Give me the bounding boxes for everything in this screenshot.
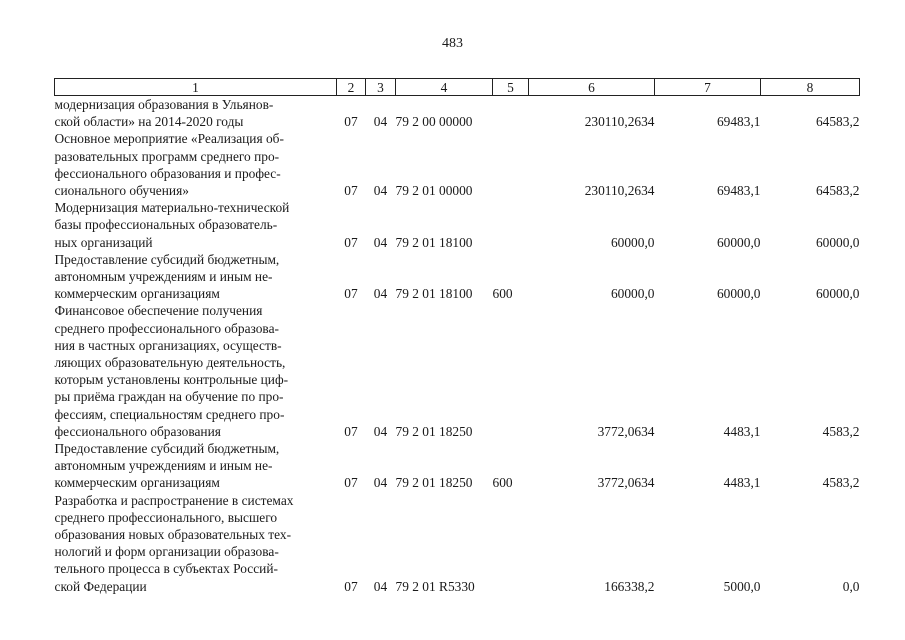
- cell-c3: 04: [373, 234, 388, 250]
- row-name: [55, 492, 337, 595]
- row-name: [55, 130, 337, 199]
- cell-c5: [493, 199, 529, 251]
- row-name-line: ской Федерации: [54, 578, 147, 594]
- table-row: [55, 199, 860, 251]
- cell-c4: 79 2 01 R5330: [395, 578, 475, 594]
- cell-c8: 0,0: [842, 578, 860, 594]
- cell-c8: 64583,2: [815, 114, 860, 130]
- row-name-line: Финансовое обеспечение получения: [54, 303, 263, 319]
- table-row: [55, 492, 860, 595]
- cell-c4: 79 2 01 18100: [395, 234, 473, 250]
- cell-c5: [493, 492, 529, 595]
- cell-c6: 60000,0: [610, 234, 655, 250]
- header-col-8: 8: [761, 79, 860, 96]
- row-name-line: фессионального образования и профес-: [54, 165, 281, 181]
- row-name-line: среднего профессионального образова-: [54, 320, 279, 336]
- cell-c7: 60000,0: [716, 286, 761, 302]
- row-name-line: Предоставление субсидий бюджетным,: [54, 251, 280, 267]
- cell-c3: 04: [373, 183, 388, 199]
- cell-c5: [493, 302, 529, 440]
- row-name: [55, 302, 337, 440]
- row-name-line: которым установлены контрольные циф-: [54, 372, 289, 388]
- row-name-line: коммерческим организациям: [54, 475, 220, 491]
- cell-c2: 07: [344, 286, 358, 302]
- cell-c4: 79 2 00 00000: [395, 114, 473, 130]
- cell-c3: 04: [373, 578, 388, 594]
- cell-c6: 166338,2: [604, 578, 655, 594]
- cell-c3: 04: [373, 475, 388, 491]
- cell-c7: 60000,0: [716, 234, 761, 250]
- page-number: 483: [442, 36, 463, 51]
- row-name-line: автономным учреждениям и иным не-: [54, 269, 273, 285]
- row-name-line: ных организаций: [54, 234, 153, 250]
- header-col-4: 4: [396, 79, 493, 96]
- row-name-line: ры приёма граждан на обучение по про-: [54, 389, 284, 405]
- table-row: [55, 440, 860, 492]
- cell-c4: 79 2 01 18250: [395, 475, 473, 491]
- row-name-line: фессиям, специальностям среднего про-: [54, 406, 285, 422]
- cell-c8: 64583,2: [815, 183, 860, 199]
- row-name-line: среднего профессионального, высшего: [54, 509, 278, 525]
- header-col-1: 1: [55, 79, 337, 96]
- table-row: [55, 251, 860, 303]
- row-name: [55, 440, 337, 492]
- cell-c6: 60000,0: [610, 286, 655, 302]
- cell-c7: 4483,1: [723, 423, 761, 439]
- header-col-3: 3: [366, 79, 396, 96]
- row-name-line: коммерческим организациям: [54, 286, 220, 302]
- cell-c8: 4583,2: [822, 475, 860, 491]
- cell-c8: 4583,2: [822, 423, 860, 439]
- cell-c4: 79 2 01 18250: [395, 423, 473, 439]
- row-name-line: нологий и форм организации образова-: [54, 544, 279, 560]
- cell-c6: 230110,2634: [584, 114, 655, 130]
- cell-c2: 07: [344, 234, 358, 250]
- header-col-7: 7: [655, 79, 761, 96]
- cell-c5: [493, 130, 529, 199]
- row-name-line: образования новых образовательных тех-: [54, 527, 292, 543]
- row-name: [55, 96, 337, 131]
- cell-c7: 4483,1: [723, 475, 761, 491]
- row-name: [55, 251, 337, 303]
- cell-c8: 60000,0: [815, 286, 860, 302]
- cell-c5: 600: [492, 286, 513, 302]
- row-name: [55, 199, 337, 251]
- row-name-line: модернизация образования в Ульянов-: [54, 97, 274, 112]
- cell-c6: 3772,0634: [597, 475, 655, 491]
- cell-c7: 5000,0: [723, 578, 761, 594]
- table-row: [55, 96, 860, 131]
- row-name-line: фессионального образования: [54, 423, 221, 439]
- cell-c3: 04: [373, 286, 388, 302]
- row-name-line: ляющих образовательную деятельность,: [54, 355, 286, 371]
- budget-table: [54, 78, 860, 595]
- cell-c6: 230110,2634: [584, 183, 655, 199]
- cell-c2: 07: [344, 578, 358, 594]
- cell-c2: 07: [344, 423, 358, 439]
- header-col-6: 6: [529, 79, 655, 96]
- cell-c3: 04: [373, 423, 388, 439]
- table-row: [55, 130, 860, 199]
- row-name-line: ния в частных организациях, осуществ-: [54, 337, 282, 353]
- cell-c7: 69483,1: [716, 114, 761, 130]
- row-name-line: Основное мероприятие «Реализация об-: [54, 131, 284, 147]
- cell-c6: 3772,0634: [597, 423, 655, 439]
- cell-c2: 07: [344, 475, 358, 491]
- row-name-line: сионального обучения»: [54, 183, 189, 199]
- cell-c8: 60000,0: [815, 234, 860, 250]
- row-name-line: Разработка и распространение в системах: [54, 492, 294, 508]
- row-name-line: Модернизация материально-технической: [54, 200, 290, 216]
- cell-c4: 79 2 01 00000: [395, 183, 473, 199]
- header-row: [55, 79, 860, 96]
- row-name-line: базы профессиональных образователь-: [54, 217, 278, 233]
- cell-c2: 07: [344, 183, 358, 199]
- header-col-5: 5: [493, 79, 529, 96]
- cell-c5: [493, 96, 529, 131]
- row-name-line: разовательных программ среднего про-: [54, 148, 280, 164]
- row-name-line: автономным учреждениям и иным не-: [54, 458, 273, 474]
- header-col-2: 2: [337, 79, 366, 96]
- cell-c7: 69483,1: [716, 183, 761, 199]
- table-body: [55, 96, 860, 595]
- row-name-line: тельного процесса в субъектах Россий-: [54, 561, 278, 577]
- cell-c2: 07: [344, 114, 358, 130]
- table-row: [55, 302, 860, 440]
- cell-c3: 04: [373, 114, 388, 130]
- cell-c4: 79 2 01 18100: [395, 286, 473, 302]
- row-name-line: Предоставление субсидий бюджетным,: [54, 441, 280, 457]
- row-name-line: ской области» на 2014-2020 годы: [54, 114, 244, 130]
- cell-c5: 600: [492, 475, 513, 491]
